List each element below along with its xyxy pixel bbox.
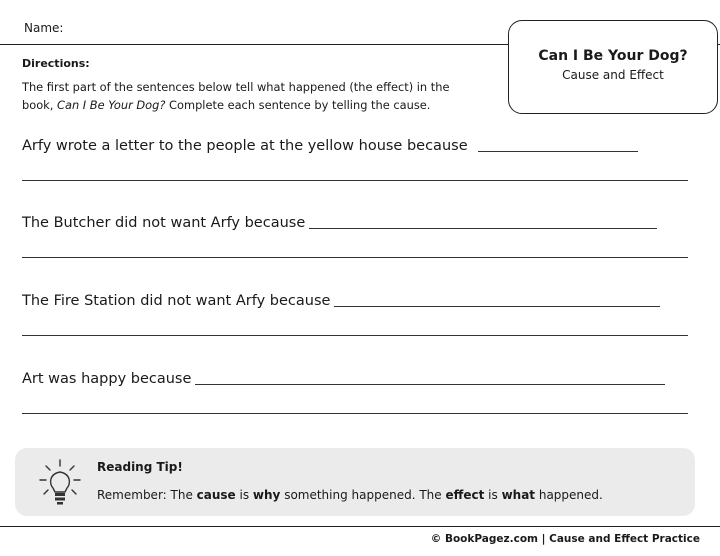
question-2 xyxy=(22,215,657,231)
footer-text: © BookPagez.com | Cause and Effect Practice xyxy=(430,533,700,545)
question-prompt: Arfy wrote a letter to the people at the yellow house because xyxy=(22,138,468,154)
tip-heading: Reading Tip! xyxy=(97,460,183,474)
question-prompt: Art was happy because xyxy=(22,371,192,387)
footer-rule xyxy=(0,526,720,527)
tip-text-part: happened. xyxy=(535,488,603,502)
answer-line[interactable] xyxy=(22,413,688,414)
directions-line-2 xyxy=(22,96,502,114)
tip-keyword: what xyxy=(501,488,536,502)
worksheet-subtitle: Cause and Effect xyxy=(562,68,664,82)
name-label: Name: xyxy=(24,21,64,35)
answer-line[interactable] xyxy=(22,180,688,181)
tip-text-part: is xyxy=(484,488,502,502)
answer-blank[interactable] xyxy=(334,306,660,307)
lightbulb-icon xyxy=(38,458,82,506)
tip-keyword: cause xyxy=(196,488,236,502)
tip-text-part: something happened. The xyxy=(280,488,446,502)
answer-line[interactable] xyxy=(22,257,688,258)
directions-text-part: book, xyxy=(22,98,58,112)
worksheet-title: Can I Be Your Dog? xyxy=(538,48,688,64)
tip-keyword: effect xyxy=(445,488,485,502)
question-1 xyxy=(22,138,638,154)
tip-keyword: why xyxy=(252,488,281,502)
question-4 xyxy=(22,371,665,387)
directions-text-part: Complete each sentence by telling the cause. xyxy=(165,98,431,112)
directions-line-1: The first part of the sentences below tell what happened (the effect) in the xyxy=(22,80,450,94)
directions-heading: Directions: xyxy=(22,57,90,70)
answer-blank[interactable] xyxy=(309,228,657,229)
title-box xyxy=(508,20,718,114)
answer-line[interactable] xyxy=(22,335,688,336)
answer-blank[interactable] xyxy=(478,151,638,152)
question-prompt: The Butcher did not want Arfy because xyxy=(22,215,306,231)
question-prompt: The Fire Station did not want Arfy because xyxy=(22,293,331,309)
reading-tip-box xyxy=(15,448,695,516)
tip-text xyxy=(97,488,603,502)
question-3 xyxy=(22,293,660,309)
answer-blank[interactable] xyxy=(195,384,665,385)
tip-text-part: Remember: The xyxy=(97,488,197,502)
tip-text-part: is xyxy=(235,488,253,502)
directions-text xyxy=(22,78,502,114)
book-title: Can I Be Your Dog? xyxy=(57,98,166,112)
